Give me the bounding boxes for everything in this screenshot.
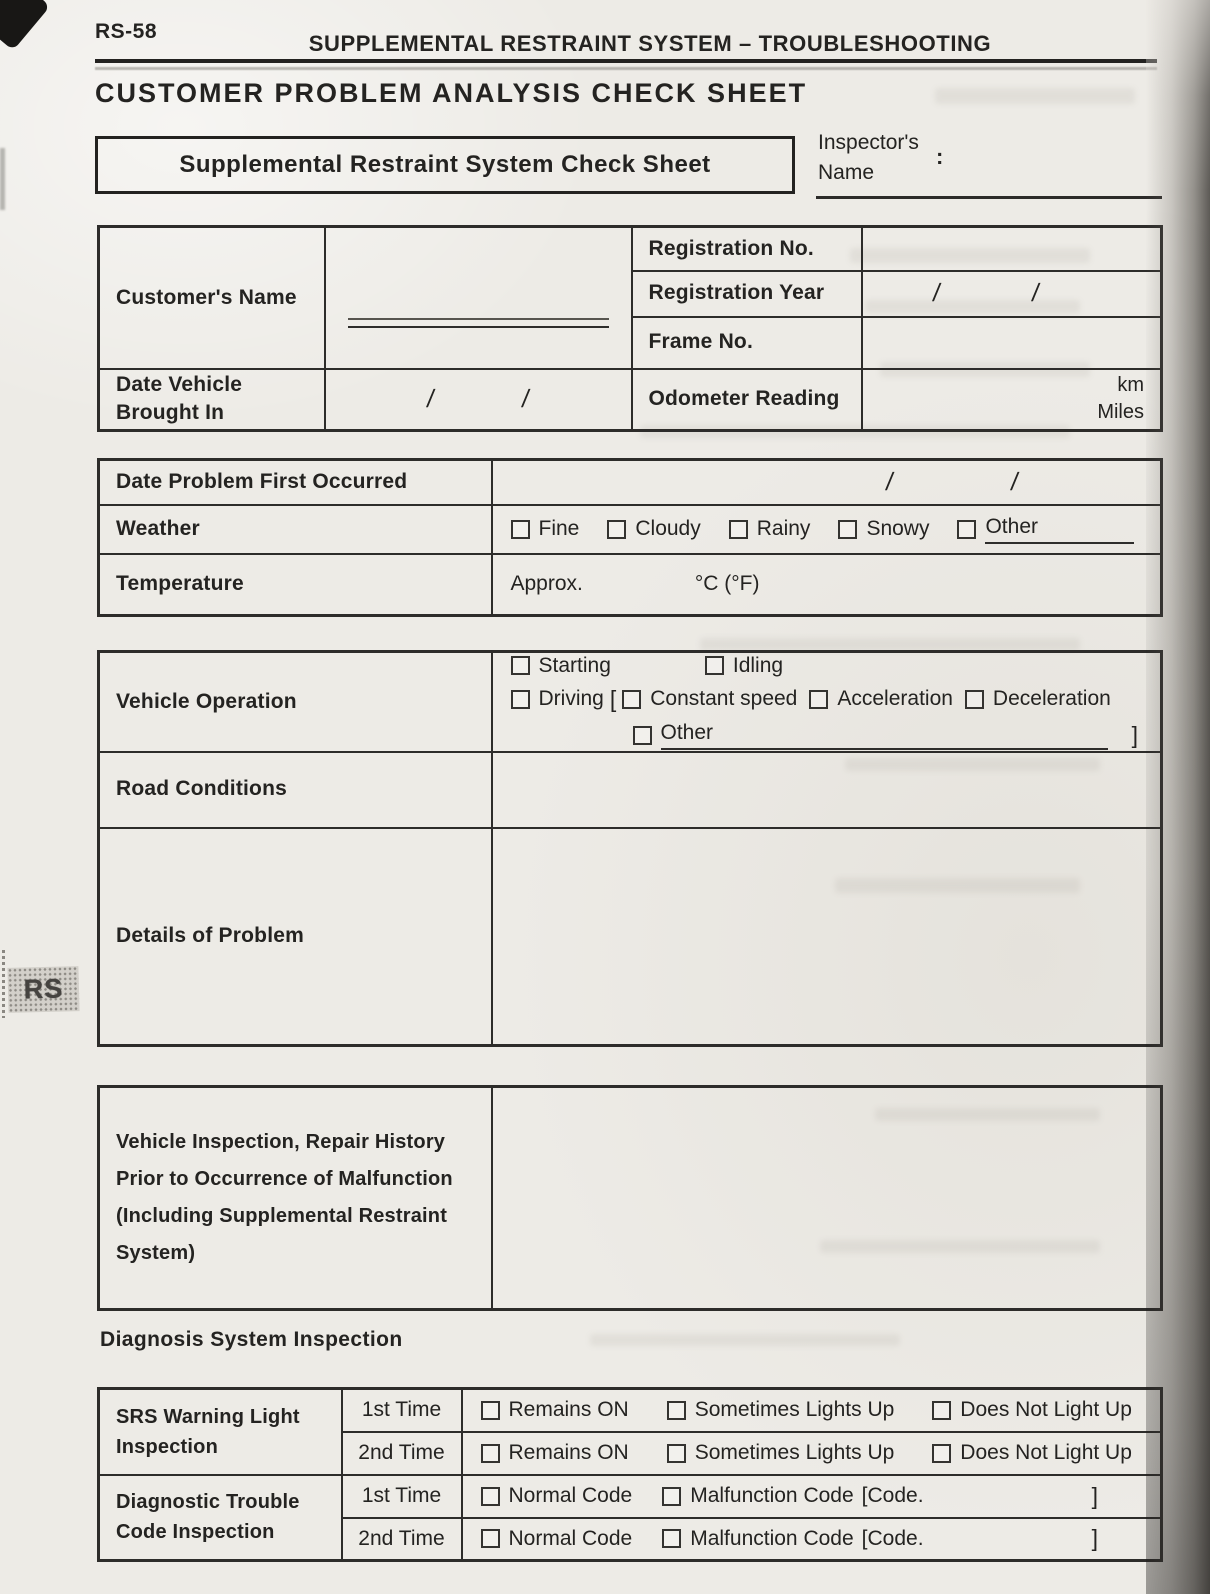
temperature-label: Temperature (99, 554, 492, 616)
history-label (99, 1087, 492, 1310)
close-bracket: ] (1131, 721, 1138, 748)
srs-1st-time-label: 1st Time (342, 1389, 462, 1432)
dtc-2nd-time-label: 2nd Time (342, 1518, 462, 1561)
page-gutter-shadow (1146, 0, 1210, 1594)
weather-rainy-checkbox (729, 520, 748, 539)
srs2-does-not-light-checkbox (932, 1444, 951, 1463)
weather-other-label: Other (985, 514, 1038, 538)
srs2-remains-on-label: Remains ON (508, 1441, 629, 1464)
frame-no-field (862, 317, 1162, 369)
srs1-remains-on-label: Remains ON (508, 1398, 629, 1422)
history-table (97, 1085, 1163, 1311)
weather-option-rainy (729, 517, 811, 541)
acceleration-label: Acceleration (837, 687, 953, 711)
date-slash: / (425, 384, 437, 413)
vehicle-info-table (97, 225, 1163, 432)
section-title: SUPPLEMENTAL RESTRAINT SYSTEM – TROUBLESHOOTING (308, 31, 992, 56)
signature-line (348, 318, 609, 328)
idling-checkbox (705, 656, 724, 675)
scan-edge-artifact (0, 148, 5, 210)
frame-no-label: Frame No. (632, 317, 862, 369)
sheet-title: Supplemental Restraint System Check Sheet (179, 151, 711, 178)
srs1-does-not-light-checkbox (932, 1401, 951, 1420)
registration-year-field (862, 271, 1162, 317)
bleed-through-artifact (590, 1334, 900, 1346)
srs1-remains-on-checkbox (481, 1401, 500, 1420)
history-label-line2: Prior to Occurrence of Malfunction (116, 1168, 453, 1190)
customer-name-label: Customer's Name (99, 227, 325, 369)
registration-no-field (862, 227, 1162, 271)
weather-options (492, 505, 1162, 554)
weather-label: Weather (99, 505, 492, 554)
weather-option-fine (511, 517, 580, 541)
srs2-does-not-light-option (932, 1441, 1132, 1465)
deceleration-label: Deceleration (992, 687, 1111, 711)
operation-other-checkbox (633, 726, 652, 745)
inspector-name-label: Inspector's Name (818, 131, 919, 184)
srs1-sometimes-checkbox (667, 1401, 686, 1420)
weather-snowy-label: Snowy (866, 517, 930, 540)
temperature-field (492, 554, 1162, 616)
dtc2-normal-code-option (481, 1527, 633, 1551)
srs1-does-not-light-label: Does Not Light Up (960, 1398, 1132, 1422)
dtc1-normal-code-option (481, 1484, 633, 1508)
date-slash: / (884, 467, 896, 496)
dtc1-normal-code-checkbox (481, 1487, 500, 1506)
srs1-sometimes-label: Sometimes Lights Up (694, 1398, 895, 1422)
dtc1-malfunction-code-checkbox (662, 1487, 681, 1506)
history-field (492, 1087, 1162, 1310)
srs2-does-not-light-label: Does Not Light Up (960, 1441, 1132, 1464)
date-slash: / (520, 384, 531, 413)
weather-other-checkbox (957, 520, 976, 539)
deceleration-checkbox (965, 690, 984, 709)
registration-year-label: Registration Year (632, 271, 862, 317)
starting-label: Starting (538, 653, 611, 677)
diagnosis-table (97, 1387, 1163, 1562)
dtc-1st-time-options (462, 1475, 1162, 1518)
operation-line-1 (493, 654, 1161, 678)
dtc1-malfunction-code-option (662, 1484, 923, 1508)
weather-option-cloudy (607, 517, 700, 541)
operation-option-driving (511, 687, 604, 711)
srs2-sometimes-label: Sometimes Lights Up (694, 1441, 895, 1464)
customer-name-field (325, 227, 632, 369)
occurrence-table (97, 458, 1163, 617)
srs2-remains-on-option (481, 1441, 629, 1465)
section-tab-rs: RS (7, 966, 79, 1013)
temperature-unit: °C (°F) (694, 572, 760, 596)
constant-speed-checkbox (622, 690, 641, 709)
header-rule-shadow (95, 67, 1157, 70)
vehicle-operation-options (492, 652, 1162, 752)
date-problem-field (492, 460, 1162, 505)
road-conditions-field (492, 752, 1162, 828)
idling-label: Idling (732, 653, 784, 677)
operation-line-3 (493, 721, 1161, 750)
weather-option-snowy (838, 517, 929, 541)
operation-line-2 (493, 686, 1161, 713)
srs-warning-light-label: SRS Warning Light Inspection (99, 1389, 342, 1475)
dtc2-close-bracket: ] (1091, 1525, 1098, 1552)
page-title: CUSTOMER PROBLEM ANALYSIS CHECK SHEET (95, 78, 808, 108)
operation-option-constant-speed (622, 687, 797, 711)
weather-cloudy-checkbox (607, 520, 626, 539)
weather-fine-label: Fine (538, 517, 580, 540)
starting-checkbox (511, 656, 530, 675)
date-vehicle-brought-in-label: Date Vehicle Brought In (99, 369, 325, 431)
history-label-line1: Vehicle Inspection, Repair History (116, 1131, 446, 1153)
vehicle-operation-label: Vehicle Operation (99, 652, 492, 752)
dtc1-code-prefix: [Code. (861, 1484, 924, 1507)
open-bracket: [ (609, 685, 617, 712)
dtc2-malfunction-code-option (662, 1527, 923, 1551)
problem-table (97, 650, 1163, 1047)
dtc1-normal-code-label: Normal Code (508, 1484, 633, 1507)
dtc2-normal-code-checkbox (481, 1529, 500, 1548)
dtc-2nd-time-options (462, 1518, 1162, 1561)
header-rule (95, 59, 1157, 63)
dtc-1st-time-label: 1st Time (342, 1475, 462, 1518)
sheet-title-box (95, 136, 795, 194)
date-vehicle-brought-in-field (325, 369, 632, 431)
page-code: RS-58 (95, 20, 158, 43)
binding-dots-artifact (2, 950, 5, 1018)
date-slash: / (1030, 279, 1042, 307)
srs1-sometimes-option (667, 1398, 895, 1422)
scan-corner-artifact (0, 0, 50, 51)
driving-checkbox (511, 690, 530, 709)
diagnostic-trouble-code-label: Diagnostic Trouble Code Inspection (99, 1475, 342, 1561)
date-slash: / (1009, 467, 1021, 496)
dtc2-malfunction-code-label: Malfunction Code (690, 1526, 854, 1550)
weather-option-other (957, 515, 1146, 544)
road-conditions-label: Road Conditions (99, 752, 492, 828)
diagnosis-heading: Diagnosis System Inspection (100, 1328, 403, 1351)
srs2-sometimes-option (667, 1441, 895, 1465)
operation-option-idling (705, 654, 783, 678)
srs2-remains-on-checkbox (481, 1444, 500, 1463)
details-of-problem-label: Details of Problem (99, 828, 492, 1046)
date-problem-label: Date Problem First Occurred (99, 460, 492, 505)
date-slash: / (931, 279, 943, 307)
operation-option-deceleration (965, 687, 1111, 711)
odometer-reading-label: Odometer Reading (632, 369, 862, 431)
odometer-unit-km: km (1117, 374, 1144, 397)
odometer-unit-miles: Miles (1097, 401, 1144, 424)
weather-rainy-label: Rainy (756, 517, 811, 540)
srs-2nd-time-label: 2nd Time (342, 1432, 462, 1475)
dtc1-close-bracket: ] (1091, 1482, 1098, 1509)
srs-2nd-time-options (462, 1432, 1162, 1475)
dtc2-code-prefix: [Code. (861, 1526, 924, 1550)
dtc1-malfunction-code-label: Malfunction Code (690, 1484, 854, 1507)
operation-option-acceleration (809, 687, 953, 711)
operation-option-other (633, 721, 1120, 750)
weather-snowy-checkbox (838, 520, 857, 539)
details-of-problem-field (492, 828, 1162, 1046)
inspector-colon: : (936, 144, 944, 169)
acceleration-checkbox (809, 690, 828, 709)
history-label-line4: System) (116, 1242, 196, 1264)
srs1-does-not-light-option (932, 1398, 1132, 1422)
driving-label: Driving (538, 687, 604, 711)
srs1-remains-on-option (481, 1398, 629, 1422)
history-label-line3: (Including Supplemental Restraint (116, 1205, 448, 1227)
operation-other-label: Other (660, 720, 714, 744)
temperature-approx-label: Approx. (510, 572, 583, 596)
operation-option-starting (511, 654, 611, 678)
weather-fine-checkbox (511, 520, 530, 539)
bleed-through-artifact (935, 88, 1135, 104)
srs-1st-time-options (462, 1389, 1162, 1432)
dtc2-malfunction-code-checkbox (662, 1529, 681, 1548)
dtc2-normal-code-label: Normal Code (508, 1526, 633, 1550)
registration-no-label: Registration No. (632, 227, 862, 271)
odometer-units (862, 369, 1162, 431)
weather-cloudy-label: Cloudy (635, 517, 701, 540)
srs2-sometimes-checkbox (667, 1444, 686, 1463)
inspector-name-field (816, 196, 1162, 199)
constant-speed-label: Constant speed (650, 687, 798, 711)
